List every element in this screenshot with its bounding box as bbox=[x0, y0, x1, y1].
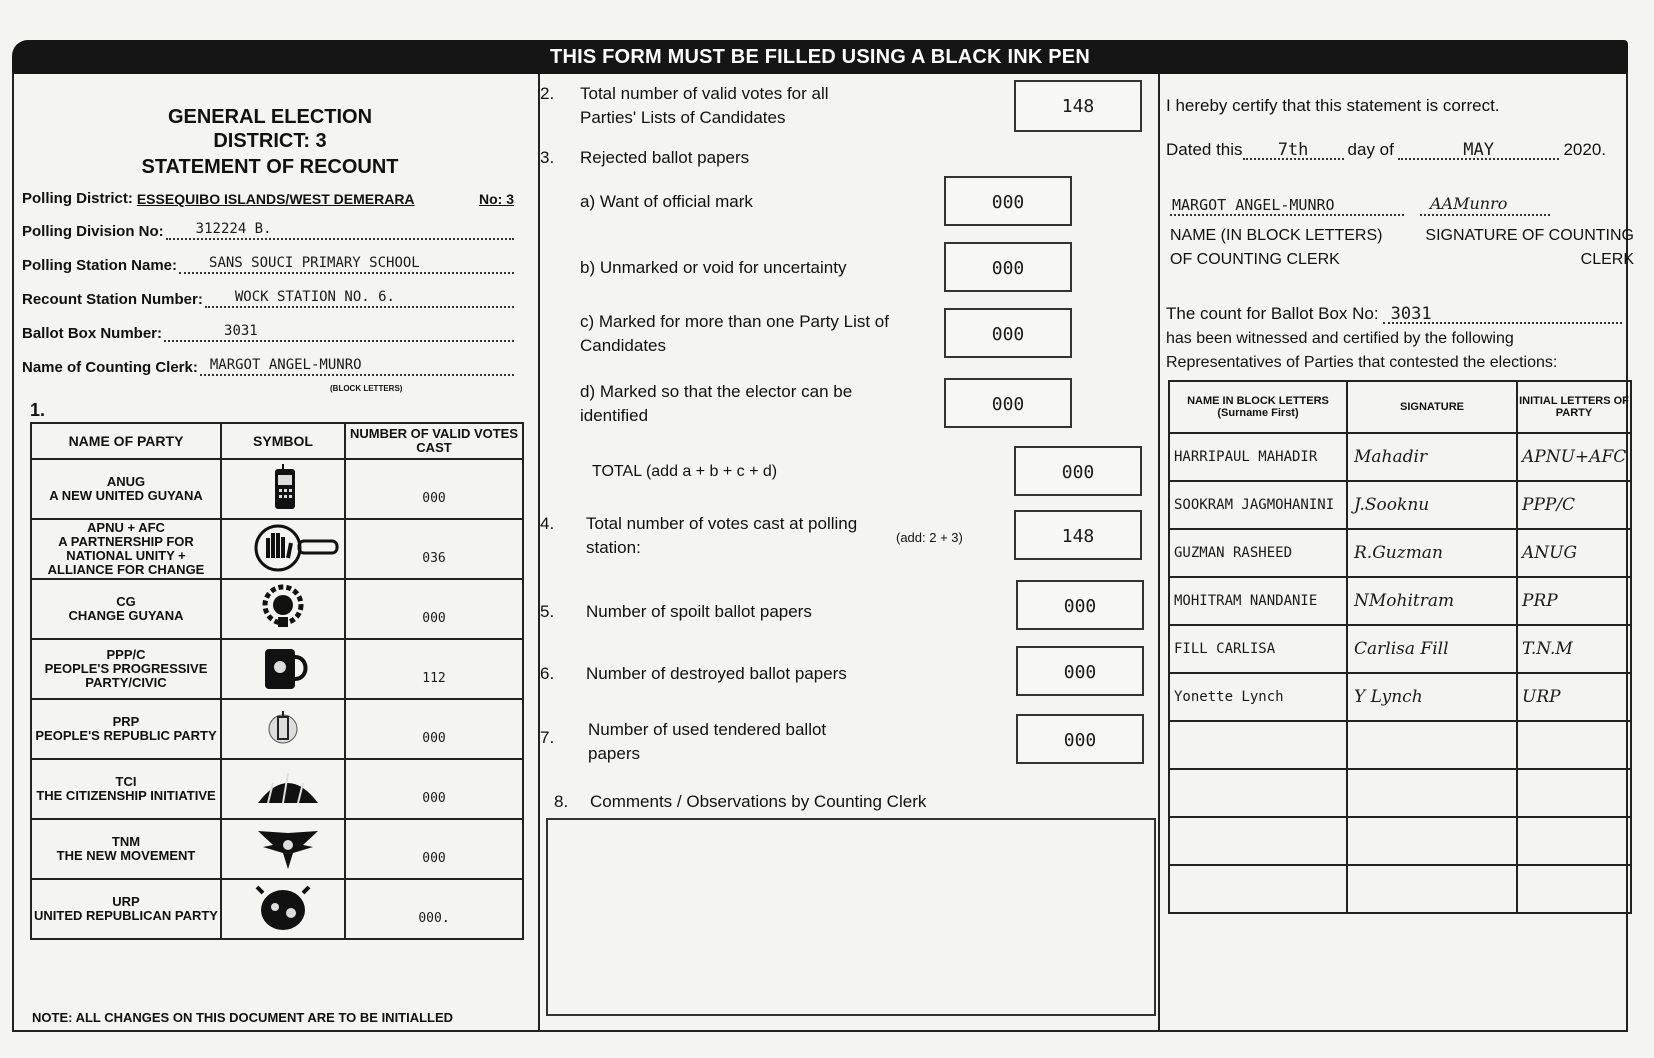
lantern-icon bbox=[253, 703, 313, 753]
polling-station-value: SANS SOUCI PRIMARY SCHOOL bbox=[209, 255, 420, 271]
party-abbr: URP bbox=[112, 894, 140, 909]
q3d-value: 000 bbox=[991, 394, 1025, 415]
party-abbr: TNM bbox=[111, 834, 141, 849]
rep-signature-cell: NMohitram bbox=[1347, 577, 1517, 625]
party-full-name: PEOPLE'S REPUBLIC PARTY bbox=[35, 728, 217, 743]
party-name-header: NAME OF PARTY bbox=[31, 423, 221, 459]
rep-name-cell: GUZMAN RASHEED bbox=[1169, 529, 1347, 577]
party-symbol-cell bbox=[221, 459, 345, 519]
q8-number: 8. bbox=[554, 792, 569, 811]
rep-name-cell: Yonette Lynch bbox=[1169, 673, 1347, 721]
rep-signature-cell: J.Sooknu bbox=[1347, 481, 1517, 529]
polling-division-label: Polling Division No: bbox=[22, 223, 164, 240]
party-votes-cell: 000 bbox=[345, 699, 523, 759]
party-full-name: PEOPLE'S PROGRESSIVE PARTY/CIVIC bbox=[44, 661, 208, 690]
district-number: No: 3 bbox=[479, 191, 514, 207]
party-name-cell bbox=[31, 519, 221, 579]
votes-header: NUMBER OF VALID VOTES CAST bbox=[345, 423, 523, 459]
party-name-cell bbox=[31, 819, 221, 879]
rep-row bbox=[1169, 673, 1631, 721]
signature-caption: SIGNATURE OF COUNTING CLERK bbox=[1425, 227, 1634, 268]
name-caption: NAME (IN BLOCK LETTERS) OF COUNTING CLERK bbox=[1170, 227, 1383, 268]
statement-title: STATEMENT OF RECOUNT bbox=[141, 156, 399, 178]
party-full-name: UNITED REPUBLICAN PARTY bbox=[34, 908, 218, 923]
polling-district-field bbox=[22, 190, 514, 207]
rep-row bbox=[1169, 529, 1631, 577]
rep-party-cell: URP bbox=[1517, 673, 1631, 721]
party-symbol-cell bbox=[221, 519, 345, 579]
party-row bbox=[31, 819, 523, 879]
q2-number: 2. bbox=[540, 84, 555, 103]
block-letters-note: (BLOCK LETTERS) bbox=[330, 384, 403, 393]
rep-row bbox=[1169, 769, 1631, 817]
polling-station-label: Polling Station Name: bbox=[22, 257, 178, 274]
count-label: The count for Ballot Box No: bbox=[1166, 304, 1379, 323]
polling-district-value: ESSEQUIBO ISLANDS/WEST DEMERARA bbox=[136, 191, 415, 207]
phone-icon bbox=[253, 463, 313, 513]
party-votes-cell: 000 bbox=[345, 819, 523, 879]
q4-number: 4. bbox=[540, 514, 555, 533]
cup-icon bbox=[253, 643, 313, 693]
rep-signature-cell: Mahadir bbox=[1347, 433, 1517, 481]
clerk-signature: AAMunro bbox=[1430, 194, 1508, 213]
dated-line bbox=[1166, 140, 1606, 160]
q4-text: Total number of votes cast at polling station: bbox=[586, 514, 858, 557]
party-abbr: ANUG bbox=[106, 474, 146, 489]
rep-name-cell bbox=[1169, 769, 1347, 817]
q4-value-box bbox=[1014, 510, 1142, 560]
q3-number: 3. bbox=[540, 148, 555, 167]
rep-row bbox=[1169, 433, 1631, 481]
rep-signature-cell: Carlisa Fill bbox=[1347, 625, 1517, 673]
rep-party-cell bbox=[1517, 721, 1631, 769]
rep-name-header: NAME IN BLOCK LETTERS (Surname First) bbox=[1169, 381, 1347, 433]
dated-month: MAY bbox=[1463, 140, 1495, 160]
party-symbol-cell bbox=[221, 579, 345, 639]
q7-number: 7. bbox=[540, 728, 555, 747]
rep-party-cell bbox=[1517, 769, 1631, 817]
rep-row bbox=[1169, 721, 1631, 769]
rep-party-cell: APNU+AFC bbox=[1517, 433, 1631, 481]
rep-row bbox=[1169, 865, 1631, 913]
total-value: 000 bbox=[1061, 462, 1095, 483]
reps-header bbox=[1169, 381, 1631, 433]
party-representatives-table bbox=[1168, 380, 1632, 914]
party-name-cell bbox=[31, 879, 221, 939]
party-full-name: THE NEW MOVEMENT bbox=[56, 848, 196, 863]
counting-clerk-field bbox=[22, 358, 514, 376]
party-full-name: CHANGE GUYANA bbox=[68, 608, 184, 623]
dated-year: 2020. bbox=[1563, 140, 1606, 159]
bulb-gear-icon bbox=[253, 583, 313, 633]
q5-value-box bbox=[1016, 580, 1144, 630]
q4-add-note: (add: 2 + 3) bbox=[896, 530, 963, 545]
party-row bbox=[31, 459, 523, 519]
party-name-cell bbox=[31, 699, 221, 759]
rep-signature-cell: Y Lynch bbox=[1347, 673, 1517, 721]
party-name-cell bbox=[31, 759, 221, 819]
rep-name-cell: SOOKRAM JAGMOHANINI bbox=[1169, 481, 1347, 529]
district-title: DISTRICT: 3 bbox=[213, 130, 327, 152]
rep-party-cell: ANUG bbox=[1517, 529, 1631, 577]
party-row bbox=[31, 879, 523, 939]
party-symbol-cell bbox=[221, 699, 345, 759]
rep-party-cell bbox=[1517, 817, 1631, 865]
q2-value: 148 bbox=[1061, 96, 1095, 117]
initial-changes-note: NOTE: ALL CHANGES ON THIS DOCUMENT ARE TO BE INITIALLED bbox=[32, 1010, 454, 1025]
polling-division-field bbox=[22, 222, 514, 240]
party-votes-cell: 000 bbox=[345, 759, 523, 819]
rep-name-cell: MOHITRAM NANDANIE bbox=[1169, 577, 1347, 625]
party-full-name: A NEW UNITED GUYANA bbox=[49, 488, 203, 503]
party-row bbox=[31, 519, 523, 579]
symbol-header: SYMBOL bbox=[221, 423, 345, 459]
instruction-banner bbox=[12, 40, 1628, 74]
ballot-box-field bbox=[22, 324, 514, 342]
party-full-name: A PARTNERSHIP FOR NATIONAL UNITY + ALLIANCE FOR CHANGE bbox=[47, 534, 205, 577]
q6-value-box bbox=[1016, 646, 1144, 696]
q5-text: Number of spoilt ballot papers bbox=[586, 602, 812, 621]
polling-division-value: 312224 B. bbox=[195, 221, 272, 237]
rep-signature-cell bbox=[1347, 769, 1517, 817]
hand-key-icon bbox=[253, 523, 313, 573]
q3b-value: 000 bbox=[991, 258, 1025, 279]
q3c-value-box bbox=[944, 308, 1072, 358]
q3b-text: b) Unmarked or void for uncertainty bbox=[580, 258, 847, 277]
party-votes-table bbox=[30, 422, 524, 940]
cow-icon bbox=[253, 883, 313, 933]
dated-day: 7th bbox=[1277, 140, 1309, 160]
q8-text: Comments / Observations by Counting Clerk bbox=[590, 792, 927, 811]
total-value-box bbox=[1014, 446, 1142, 496]
rep-name-cell: FILL CARLISA bbox=[1169, 625, 1347, 673]
rep-signature-cell bbox=[1347, 865, 1517, 913]
rep-party-cell: PPP/C bbox=[1517, 481, 1631, 529]
polling-district-label: Polling District: bbox=[22, 190, 133, 207]
q3-text: Rejected ballot papers bbox=[580, 148, 750, 167]
dated-label: Dated this bbox=[1166, 140, 1243, 159]
recount-station-field bbox=[22, 290, 514, 308]
rep-party-cell: T.N.M bbox=[1517, 625, 1631, 673]
rep-party-cell bbox=[1517, 865, 1631, 913]
party-row bbox=[31, 579, 523, 639]
q3b-value-box bbox=[944, 242, 1072, 292]
q6-text: Number of destroyed ballot papers bbox=[586, 664, 847, 683]
q5-number: 5. bbox=[540, 602, 555, 621]
count-value: 3031 bbox=[1390, 304, 1432, 324]
day-of-label: day of bbox=[1347, 140, 1394, 159]
rep-signature-cell bbox=[1347, 721, 1517, 769]
rep-row bbox=[1169, 481, 1631, 529]
column-divider-left bbox=[538, 74, 540, 1030]
rep-name-cell bbox=[1169, 721, 1347, 769]
ballot-box-value: 3031 bbox=[224, 323, 258, 339]
q5-value: 000 bbox=[1063, 596, 1097, 617]
rep-party-cell: PRP bbox=[1517, 577, 1631, 625]
rep-signature-cell: R.Guzman bbox=[1347, 529, 1517, 577]
party-abbr: PRP bbox=[112, 714, 140, 729]
party-name-cell bbox=[31, 459, 221, 519]
party-symbol-cell bbox=[221, 879, 345, 939]
q6-number: 6. bbox=[540, 664, 555, 683]
q3c-value: 000 bbox=[991, 324, 1025, 345]
q2-value-box bbox=[1014, 80, 1142, 132]
rep-signature-cell bbox=[1347, 817, 1517, 865]
party-abbr: CG bbox=[116, 594, 136, 609]
eagle-icon bbox=[253, 823, 313, 873]
party-row bbox=[31, 759, 523, 819]
section-1-number: 1. bbox=[30, 400, 46, 420]
recount-station-label: Recount Station Number: bbox=[22, 291, 203, 308]
polling-station-field bbox=[22, 256, 514, 274]
clerk-name-line bbox=[1170, 214, 1404, 216]
counting-clerk-value: MARGOT ANGEL-MUNRO bbox=[209, 357, 362, 373]
counting-clerk-label: Name of Counting Clerk: bbox=[22, 359, 198, 376]
party-table-header bbox=[31, 423, 523, 459]
q3d-value-box bbox=[944, 378, 1072, 428]
rep-party-header: INITIAL LETTERS OF PARTY bbox=[1517, 381, 1631, 433]
banner-title: THIS FORM MUST BE FILLED USING A BLACK INK PEN bbox=[550, 46, 1090, 68]
q4-value: 148 bbox=[1061, 526, 1095, 547]
ballot-box-label: Ballot Box Number: bbox=[22, 325, 163, 342]
rep-row bbox=[1169, 577, 1631, 625]
clerk-name-block: MARGOT ANGEL-MUNRO bbox=[1172, 196, 1335, 214]
party-row bbox=[31, 699, 523, 759]
party-abbr: TCI bbox=[115, 774, 137, 789]
q6-value: 000 bbox=[1063, 662, 1097, 683]
leaves-icon bbox=[253, 763, 313, 813]
party-votes-cell: 036 bbox=[345, 519, 523, 579]
party-name-cell bbox=[31, 579, 221, 639]
witness-line-1: has been witnessed and certified by the following bbox=[1166, 330, 1514, 347]
party-votes-cell: 000 bbox=[345, 459, 523, 519]
clerk-signature-line bbox=[1420, 214, 1550, 216]
q7-value: 000 bbox=[1063, 730, 1097, 751]
election-title: GENERAL ELECTION bbox=[167, 106, 373, 128]
rep-name-cell bbox=[1169, 817, 1347, 865]
party-full-name: THE CITIZENSHIP INITIATIVE bbox=[36, 788, 216, 803]
q7-value-box bbox=[1016, 714, 1144, 764]
q3a-text: a) Want of official mark bbox=[580, 192, 753, 211]
q7-text: Number of used tendered ballot papers bbox=[588, 720, 827, 763]
q3a-value-box bbox=[944, 176, 1072, 226]
rep-name-cell bbox=[1169, 865, 1347, 913]
certify-text: I hereby certify that this statement is correct. bbox=[1166, 96, 1500, 115]
column-divider-right bbox=[1158, 74, 1160, 1030]
comments-box[interactable] bbox=[546, 818, 1156, 1016]
party-votes-cell: 112 bbox=[345, 639, 523, 699]
party-symbol-cell bbox=[221, 759, 345, 819]
rep-signature-header: SIGNATURE bbox=[1347, 381, 1517, 433]
party-symbol-cell bbox=[221, 819, 345, 879]
q3d-text: d) Marked so that the elector can be identified bbox=[580, 382, 853, 425]
party-votes-cell: 000. bbox=[345, 879, 523, 939]
rep-row bbox=[1169, 817, 1631, 865]
q3a-value: 000 bbox=[991, 192, 1025, 213]
party-symbol-cell bbox=[221, 639, 345, 699]
party-name-cell bbox=[31, 639, 221, 699]
party-votes-cell: 000 bbox=[345, 579, 523, 639]
recount-station-value: WOCK STATION NO. 6. bbox=[234, 289, 395, 305]
rep-name-cell: HARRIPAUL MAHADIR bbox=[1169, 433, 1347, 481]
witness-line-2: Representatives of Parties that contested the elections: bbox=[1166, 354, 1558, 371]
party-abbr: PPP/C bbox=[106, 647, 146, 662]
q2-text: Total number of valid votes for all Parties' Lists of Candidates bbox=[580, 84, 829, 127]
count-line bbox=[1166, 304, 1622, 324]
party-abbr: APNU + AFC bbox=[87, 520, 165, 535]
q3c-text: c) Marked for more than one Party List of Candidates bbox=[580, 312, 889, 355]
total-text: TOTAL (add a + b + c + d) bbox=[592, 463, 778, 480]
party-row bbox=[31, 639, 523, 699]
rep-row bbox=[1169, 625, 1631, 673]
